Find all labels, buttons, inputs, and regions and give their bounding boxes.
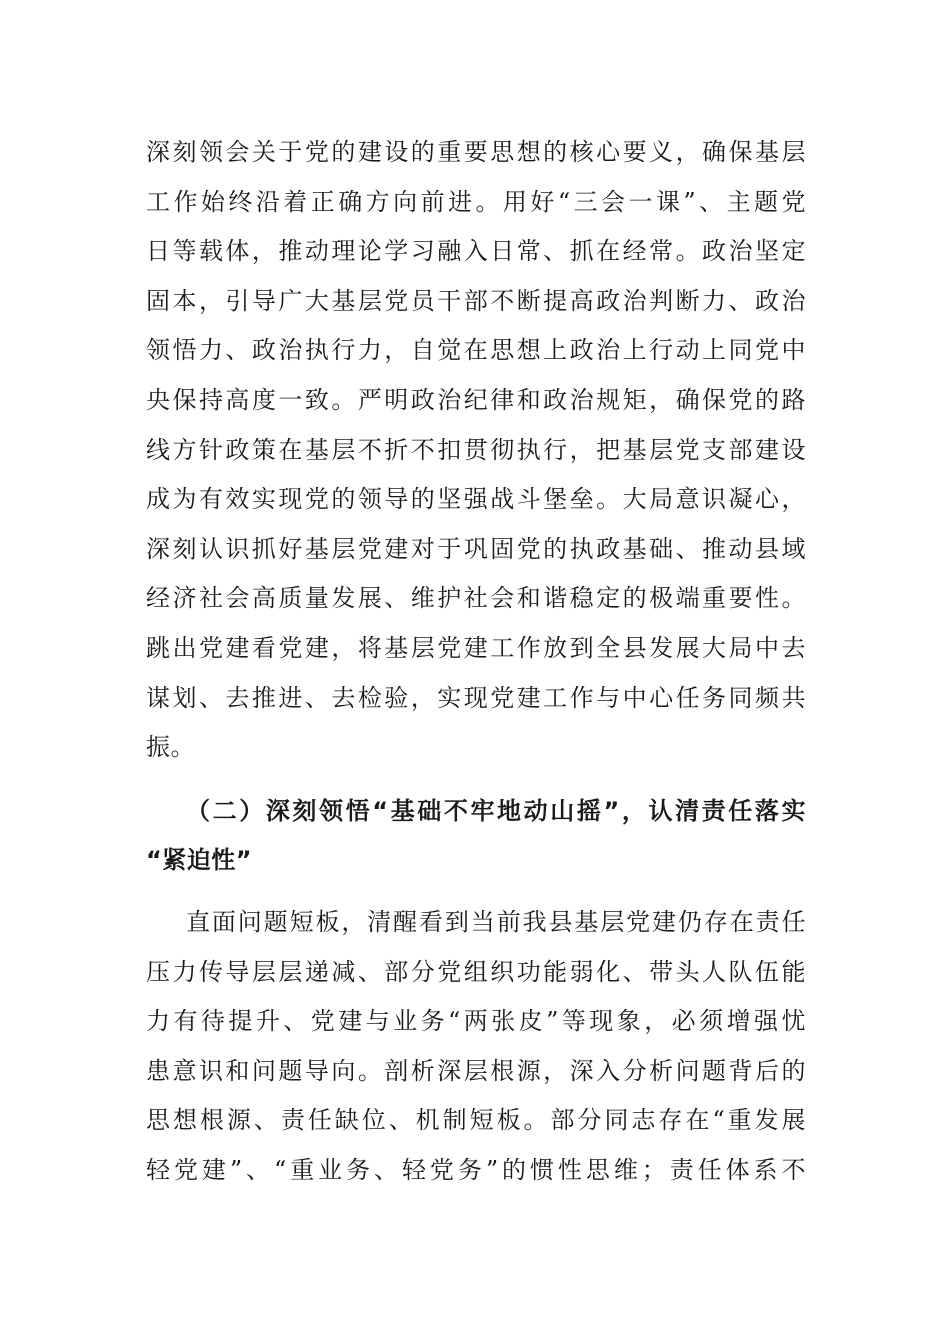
paragraph-political-awareness	[146, 128, 806, 773]
text-line: 振。	[146, 733, 195, 762]
text-line: 日等载体，推动理论学习融入日常、抓在经常。政治坚定	[146, 237, 806, 266]
text-line: 线方针政策在基层不折不扣贯彻执行，把基层党支部建设	[146, 435, 806, 464]
text-line: 经济社会高质量发展、维护社会和谐稳定的极端重要性。	[146, 584, 806, 613]
text-line: 思想根源、责任缺位、机制短板。部分同志存在“重发展	[146, 1106, 806, 1135]
section-heading	[146, 787, 806, 886]
text-line: 轻党建”、“重业务、轻党务”的惯性思维；责任体系不	[146, 1155, 806, 1184]
text-line: 直面问题短板，清醒看到当前我县基层党建仍存在责任	[186, 907, 806, 936]
text-line: 跳出党建看党建，将基层党建工作放到全县发展大局中去	[146, 633, 806, 662]
text-line: 深刻领会关于党的建设的重要思想的核心要义，确保基层	[146, 138, 806, 166]
text-line: 深刻认识抓好基层党建对于巩固党的执政基础、推动县域	[146, 534, 806, 563]
document-body	[146, 128, 806, 1195]
text-line: 央保持高度一致。严明政治纪律和政治规矩，确保党的路	[146, 385, 806, 414]
heading-line: （二）深刻领悟“基础不牢地动山摇”，认清责任落实	[186, 796, 806, 825]
text-line: 压力传导层层递减、部分党组织功能弱化、带头人队伍能	[146, 957, 806, 986]
text-line: 领悟力、政治执行力，自觉在思想上政治上行动上同党中	[146, 336, 806, 365]
text-line: 力有待提升、党建与业务“两张皮”等现象，必须增强忧	[146, 1007, 806, 1036]
text-line: 工作始终沿着正确方向前进。用好“三会一课”、主题党	[146, 187, 806, 216]
paragraph-problem-analysis	[146, 898, 806, 1196]
text-line: 成为有效实现党的领导的坚强战斗堡垒。大局意识凝心，	[146, 485, 806, 514]
text-line: 固本，引导广大基层党员干部不断提高政治判断力、政治	[146, 286, 806, 315]
heading-line: “紧迫性”	[146, 846, 253, 875]
text-line: 患意识和问题导向。剖析深层根源，深入分析问题背后的	[146, 1056, 806, 1085]
text-line: 谋划、去推进、去检验，实现党建工作与中心任务同频共	[146, 683, 806, 712]
